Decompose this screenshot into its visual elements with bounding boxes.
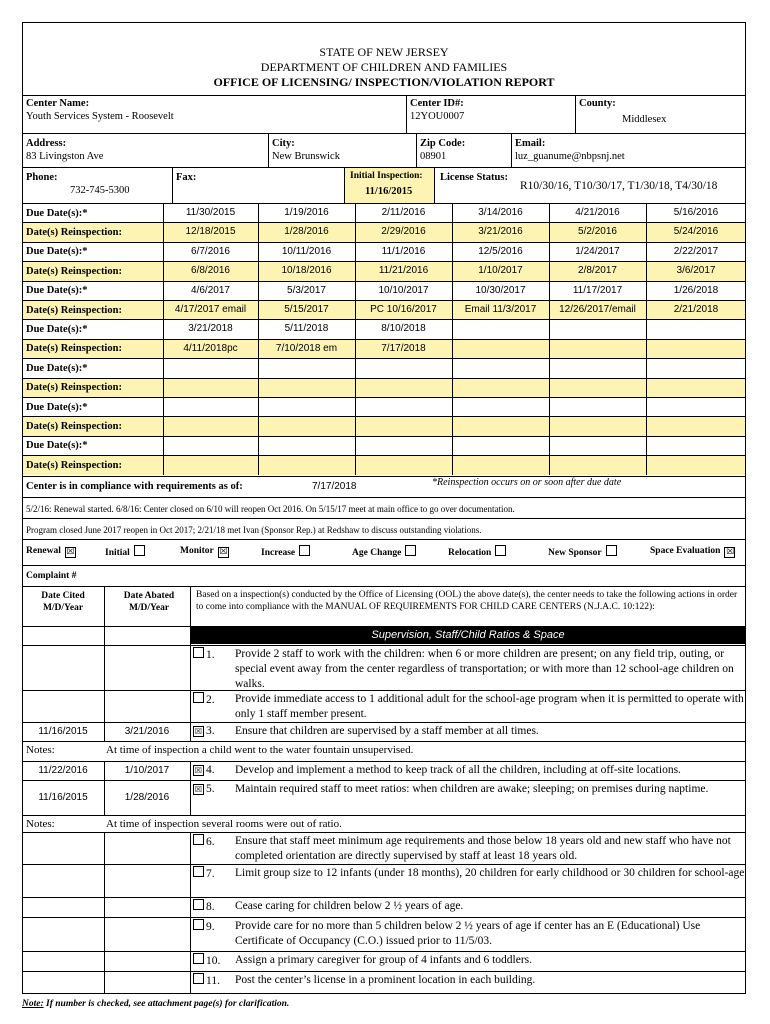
reinspection-note: *Reinspection occurs on or soon after due date: [432, 477, 622, 488]
note-line-2: Program closed June 2017 reopen in Oct 2017; 2/21/18 met Ivan (Sponsor Rep.) at Redshaw to discuss outstanding violations.: [26, 525, 482, 535]
due-date-label: Due Date(s):*: [26, 285, 88, 297]
address: 83 Livingston Ave: [26, 151, 104, 162]
report-title: OFFICE OF LICENSING/ INSPECTION/VIOLATION REPORT: [213, 75, 555, 89]
date-cell: 3/21/2016: [478, 226, 523, 238]
phone: 732-745-5300: [70, 185, 130, 196]
license-status: R10/30/16, T10/30/17, T1/30/18, T4/30/18: [520, 180, 718, 192]
date-cell: 4/17/2017 email: [174, 304, 247, 315]
date-cell: 2/21/2018: [673, 304, 719, 315]
due-date-label: Due Date(s):*: [26, 440, 88, 452]
type-checkbox[interactable]: [134, 545, 145, 556]
type-checkbox[interactable]: ☒: [725, 547, 735, 557]
compliance-intro: Based on a inspection(s) conducted by the Office of Licensing (OOL) the above date(s), the center needs to take the following actions in order to come into compliance with the MANUAL OF REQUIREMENTS FOR CHILD CARE CENTERS (N.J.A.C. 10:122):: [196, 590, 738, 612]
reinspection-label: Date(s) Reinspection:: [26, 459, 122, 471]
date-cell: 5/2/2016: [578, 226, 617, 238]
date-cell: 4/6/2017: [191, 284, 230, 296]
notes-label: Notes:: [26, 744, 55, 756]
reinspection-label: Date(s) Reinspection:: [26, 343, 122, 355]
compliance-date: 7/17/2018: [312, 481, 357, 492]
date-cell: 10/18/2016: [281, 265, 332, 277]
reinspection-label: Date(s) Reinspection:: [26, 304, 122, 316]
item-date-cited: 11/22/2016: [38, 765, 88, 776]
date-cell: 12/5/2016: [478, 245, 523, 257]
item-checkbox[interactable]: ☒: [194, 785, 203, 794]
date-cell: 2/8/2017: [578, 265, 617, 277]
date-cell: 11/30/2015: [185, 207, 236, 218]
type-0: Renewal ☒: [26, 546, 75, 557]
type-checkbox[interactable]: [606, 545, 617, 556]
date-cell: 11/1/2016: [381, 245, 426, 257]
date-cell: 10/30/2017: [475, 284, 526, 296]
reinspection-label: Date(s) Reinspection:: [26, 382, 122, 394]
type-checkbox[interactable]: [495, 545, 506, 556]
date-cell: 8/10/2018: [381, 323, 426, 335]
date-cell: 3/21/2018: [188, 323, 233, 335]
email: luz_guanume@nbpsnj.net: [515, 151, 625, 162]
due-date-label: Due Date(s):*: [26, 246, 88, 258]
date-cell: 1/24/2017: [575, 245, 620, 257]
date-cell: 1/10/2017: [478, 265, 523, 277]
complaint-label: Complaint #: [26, 571, 77, 581]
item-checkbox[interactable]: ☒: [194, 766, 203, 775]
footer-note: Note: If number is checked, see attachment page(s) for clarification.: [22, 999, 290, 1009]
due-date-label: Due Date(s):*: [26, 362, 88, 374]
item-checkbox[interactable]: [193, 692, 204, 703]
type-1: Initial: [105, 545, 145, 559]
type-checkbox[interactable]: ☒: [219, 547, 228, 557]
date-cell: PC 10/16/2017: [370, 304, 437, 315]
date-cell: 11/17/2017: [572, 284, 623, 296]
reinspection-label: Date(s) Reinspection:: [26, 226, 122, 238]
type-6: New Sponsor: [548, 545, 617, 559]
fax-label: Fax:: [176, 172, 197, 183]
item-note: At time of inspection a child went to the water fountain unsupervised.: [106, 744, 414, 756]
due-date-label: Due Date(s):*: [26, 207, 88, 219]
date-cell: 1/26/2018: [673, 284, 719, 296]
item-checkbox[interactable]: [193, 953, 204, 964]
date-cell: 5/3/2017: [287, 284, 326, 296]
date-abated-header: Date Abated M/D/Year: [123, 591, 175, 613]
reinspection-label: Date(s) Reinspection:: [26, 420, 122, 432]
item-date-cited: 11/16/2015: [38, 726, 88, 737]
date-cell: 6/8/2016: [191, 265, 230, 277]
item-checkbox[interactable]: ☒: [194, 727, 203, 736]
item-note: At time of inspection several rooms were out of ratio.: [106, 818, 342, 830]
item-checkbox[interactable]: [193, 647, 204, 658]
date-cell: 3/6/2017: [676, 265, 716, 277]
date-cell: Email 11/3/2017: [464, 304, 537, 315]
due-date-label: Due Date(s):*: [26, 323, 88, 335]
type-3: Increase: [261, 545, 310, 559]
item-checkbox[interactable]: [193, 973, 204, 984]
initial-inspection-date: 11/16/2015: [365, 186, 413, 197]
date-cell: 12/26/2017/email: [559, 304, 636, 315]
email-label: Email:: [515, 138, 546, 149]
zip-label: Zip Code:: [420, 138, 466, 149]
center-name: Youth Services System - Roosevelt: [26, 111, 174, 122]
item-checkbox[interactable]: [193, 919, 204, 930]
note-line-1: 5/2/16: Renewal started. 6/8/16: Center closed on 6/10 will reopen Oct 2016. On 5/15/17 meet at main office to go over documentation.: [26, 504, 515, 514]
center-id: 12YOU0007: [410, 111, 465, 122]
date-cell: 1/19/2016: [284, 207, 329, 218]
item-date-cited: 11/16/2015: [38, 792, 88, 803]
notes-label: Notes:: [26, 818, 55, 830]
date-cell: 5/11/2018: [284, 323, 329, 335]
item-checkbox[interactable]: [193, 866, 204, 877]
county-label: County:: [579, 98, 616, 109]
date-cell: 11/21/2016: [378, 265, 429, 277]
date-cell: 5/24/2016: [673, 226, 719, 238]
date-cell: 2/11/2016: [381, 207, 426, 218]
item-checkbox[interactable]: [193, 899, 204, 910]
type-checkbox[interactable]: ☒: [66, 547, 75, 557]
date-cell: 1/28/2016: [284, 226, 329, 238]
compliance-label: Center is in compliance with requirements as of:: [26, 481, 243, 492]
zip: 08901: [420, 151, 447, 162]
date-cited-header: Date Cited M/D/Year: [41, 591, 85, 613]
item-checkbox[interactable]: [193, 834, 204, 845]
type-checkbox[interactable]: [299, 545, 310, 556]
item-date-abated: 3/21/2016: [124, 726, 170, 737]
date-cell: 3/14/2016: [478, 207, 523, 218]
center-name-label: Center Name:: [26, 98, 90, 109]
date-cell: 12/18/2015: [185, 226, 236, 238]
item-date-abated: 1/28/2016: [124, 792, 170, 803]
date-cell: 5/15/2017: [284, 304, 329, 315]
type-4: Age Change: [352, 545, 416, 559]
type-7: Space Evaluation ☒: [650, 546, 735, 557]
type-2: Monitor ☒: [180, 546, 228, 557]
reinspection-label: Date(s) Reinspection:: [26, 265, 122, 277]
initial-inspection-label: Initial Inspection:: [350, 171, 423, 181]
license-status-label: License Status:: [440, 172, 508, 183]
type-checkbox[interactable]: [405, 545, 416, 556]
due-date-label: Due Date(s):*: [26, 401, 88, 413]
city: New Brunswick: [272, 151, 340, 162]
county: Middlesex: [622, 114, 667, 125]
date-cell: 5/16/2016: [673, 207, 719, 218]
center-id-label: Center ID#:: [410, 98, 464, 109]
address-label: Address:: [26, 138, 67, 149]
date-cell: 4/11/2018pc: [183, 342, 238, 354]
date-cell: 2/22/2017: [673, 245, 719, 257]
date-cell: 4/21/2016: [575, 207, 620, 218]
section-title: Supervision, Staff/Child Ratios & Space: [190, 627, 746, 644]
city-label: City:: [272, 138, 295, 149]
date-cell: 2/29/2016: [381, 226, 426, 238]
department-title: DEPARTMENT OF CHILDREN AND FAMILIES: [260, 60, 508, 74]
date-cell: 7/17/2018: [381, 342, 426, 354]
item-date-abated: 1/10/2017: [124, 765, 170, 776]
phone-label: Phone:: [26, 172, 58, 183]
date-cell: 7/10/2018 em: [275, 342, 338, 354]
date-cell: 6/7/2016: [191, 245, 230, 257]
date-cell: 10/11/2016: [281, 245, 332, 257]
date-cell: 10/10/2017: [378, 284, 429, 296]
state-title: STATE OF NEW JERSEY: [319, 45, 449, 59]
type-5: Relocation: [448, 545, 506, 559]
